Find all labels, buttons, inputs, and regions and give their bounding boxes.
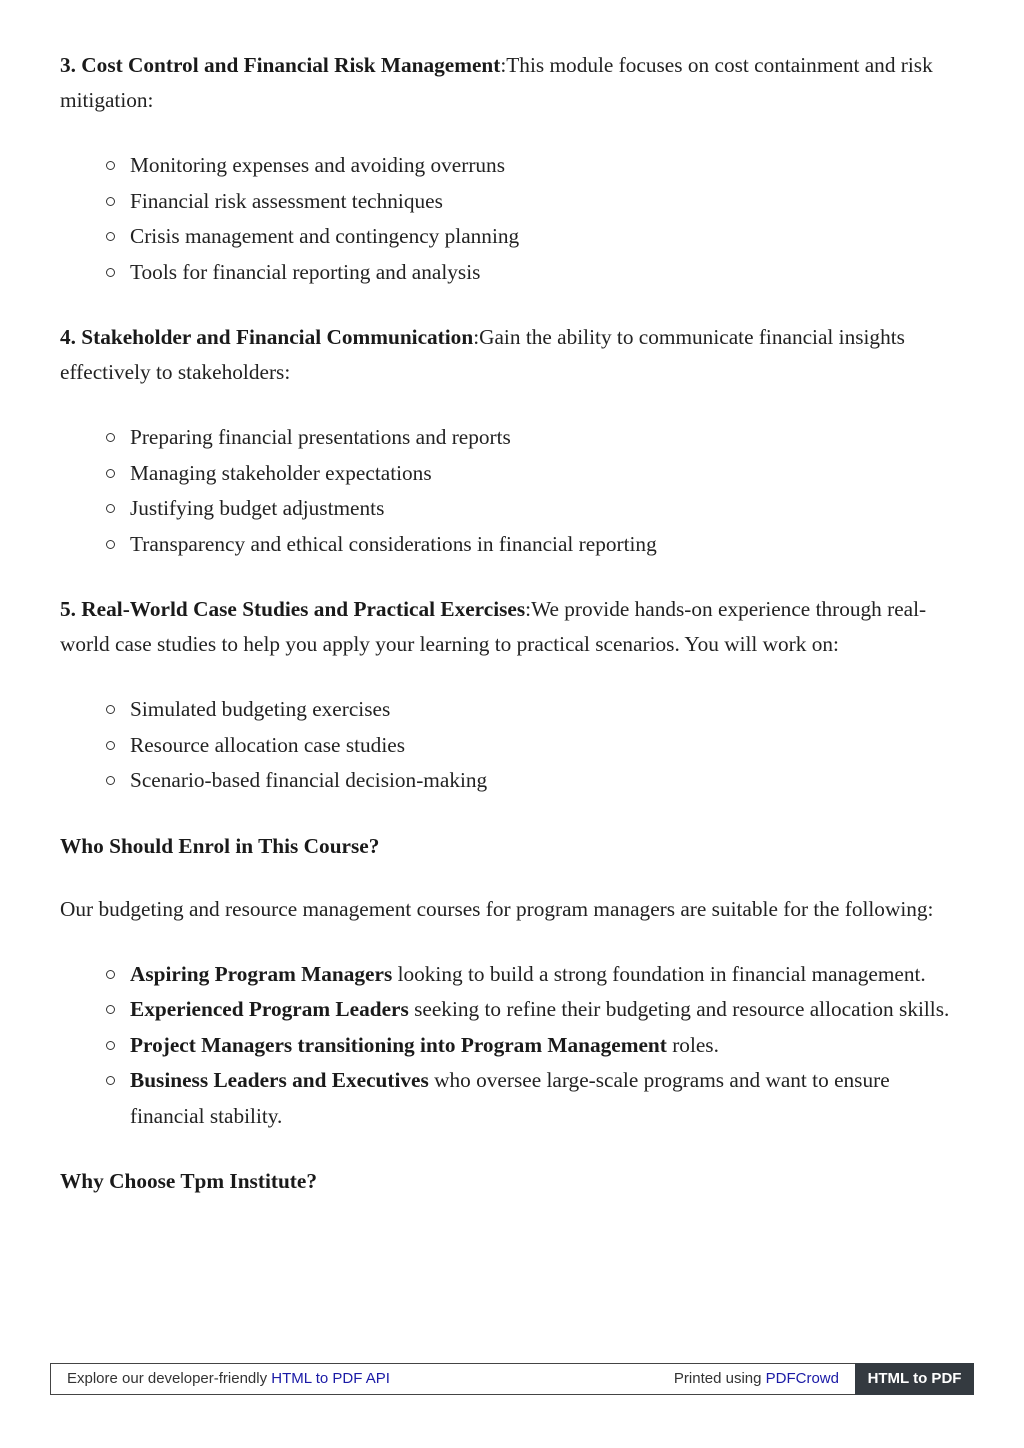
footer-printed	[674, 1364, 839, 1394]
section-5-title: 5. Real-World Case Studies and Practical Exercises	[60, 597, 526, 621]
audience-name: Business Leaders and Executives	[130, 1068, 429, 1092]
html-to-pdf-api-link[interactable]: HTML to PDF API	[271, 1370, 390, 1387]
footer-explore-text: Explore our developer-friendly	[67, 1370, 272, 1387]
enrol-intro: Our budgeting and resource management courses for program managers are suitable for the following:	[60, 896, 934, 921]
section-5-description: :We provide hands-on experience through real-world case studies to help you apply your learning to practical scenarios. You will work on:	[60, 597, 927, 656]
section-4-title: 4. Stakeholder and Financial Communication	[60, 325, 474, 349]
list-item: Preparing financial presentations and reports	[130, 420, 964, 456]
list-item: Crisis management and contingency planning	[130, 219, 964, 255]
pdf-footer-banner	[50, 1363, 974, 1395]
enrol-heading	[60, 829, 964, 864]
enrol-heading-text: Who Should Enrol in This Course?	[60, 833, 380, 858]
why-heading-text: Why Choose Tpm Institute?	[60, 1169, 317, 1193]
section-4-list	[60, 420, 964, 562]
section-4-description: :Gain the ability to communicate financial insights effectively to stakeholders:	[60, 325, 905, 384]
section-4-intro	[60, 320, 964, 390]
audience-description: who oversee large-scale programs and want to ensure financial stability.	[130, 1068, 890, 1128]
audience-name: Aspiring Program Managers	[130, 961, 393, 986]
list-item	[130, 1028, 964, 1064]
section-3-intro	[60, 48, 964, 118]
footer-printed-text: Printed using	[673, 1370, 766, 1387]
section-5-list	[60, 692, 964, 799]
audience-name: Experienced Program Leaders	[130, 997, 409, 1021]
section-5-intro	[60, 592, 964, 662]
document-body	[60, 48, 964, 1227]
footer-explore	[67, 1364, 390, 1394]
list-item: Transparency and ethical considerations in financial reporting	[130, 527, 964, 563]
list-item: Resource allocation case studies	[130, 728, 964, 764]
why-heading	[60, 1164, 964, 1199]
list-item: Justifying budget adjustments	[130, 491, 964, 527]
list-item: Managing stakeholder expectations	[130, 456, 964, 492]
list-item: Monitoring expenses and avoiding overruns	[130, 148, 964, 184]
list-item	[130, 992, 964, 1028]
list-item: Simulated budgeting exercises	[130, 692, 964, 728]
section-3-title: 3. Cost Control and Financial Risk Management	[60, 53, 501, 77]
list-item	[130, 957, 964, 993]
html-to-pdf-badge[interactable]: HTML to PDF	[855, 1363, 974, 1395]
enrol-list	[60, 957, 964, 1135]
audience-name: Project Managers transitioning into Program Management	[130, 1032, 667, 1057]
list-item	[130, 1063, 964, 1134]
pdfcrowd-link[interactable]: PDFCrowd	[765, 1370, 839, 1387]
list-item: Tools for financial reporting and analysis	[130, 255, 964, 291]
section-3-list	[60, 148, 964, 290]
section-3-description: :This module focuses on cost containment and risk mitigation:	[60, 53, 933, 112]
audience-description: roles.	[666, 1032, 719, 1057]
list-item: Financial risk assessment techniques	[130, 184, 964, 220]
list-item: Scenario-based financial decision-making	[130, 763, 964, 799]
audience-description: seeking to refine their budgeting and resource allocation skills.	[408, 997, 950, 1021]
audience-description: looking to build a strong foundation in financial management.	[392, 961, 926, 986]
